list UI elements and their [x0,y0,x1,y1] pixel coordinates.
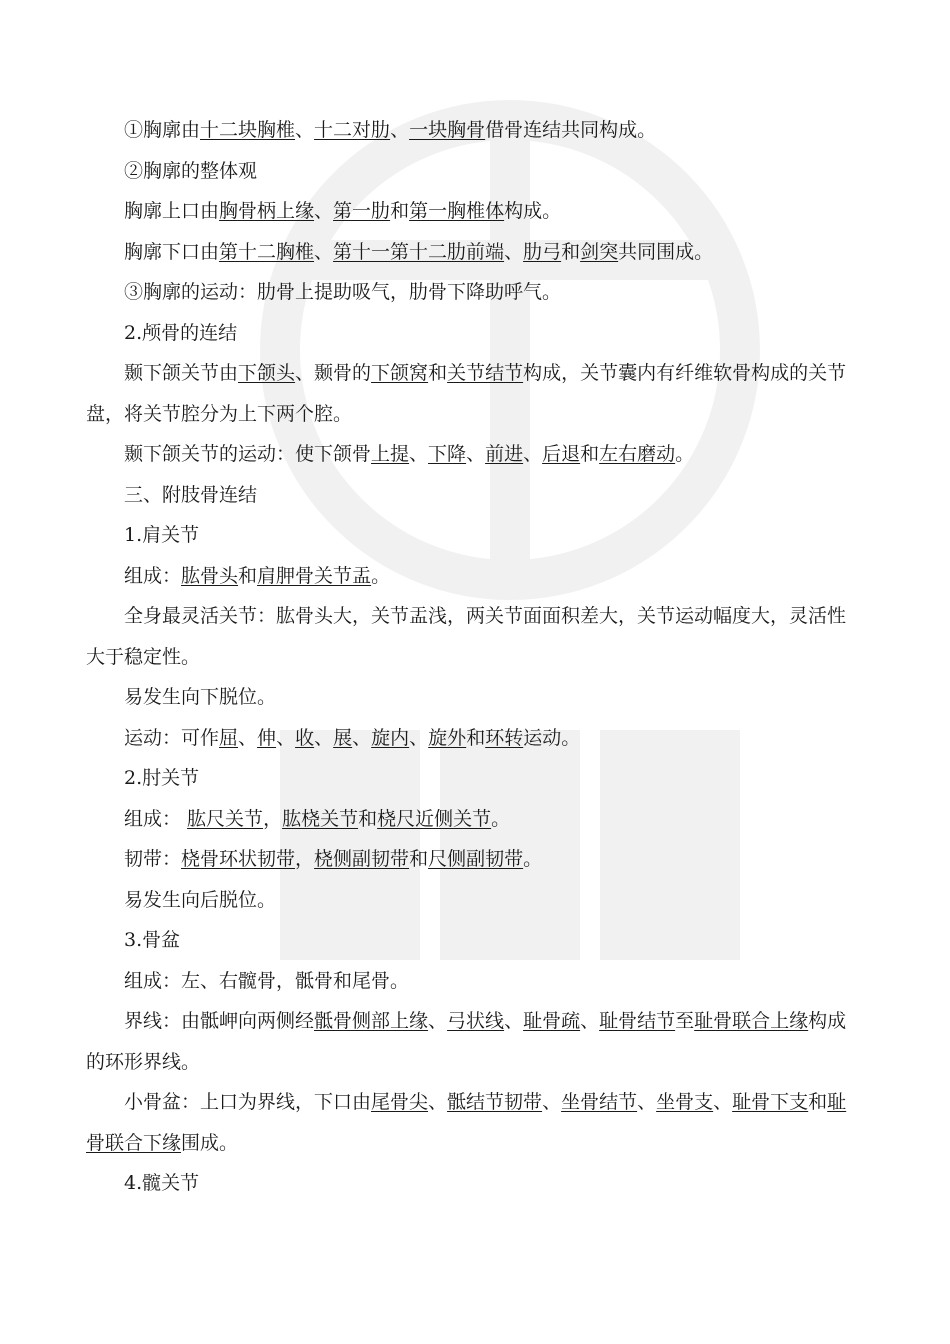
text-run: 围成。 [181,1131,239,1154]
paragraph [86,232,858,273]
underlined-term: 旋外 [428,726,467,749]
text-run: ， [263,807,283,830]
underlined-term: 十二块胸椎 [200,119,296,141]
text-run: 。 [523,848,543,870]
text-run: 、 [428,1091,448,1113]
text-run: 、 [504,1010,524,1032]
text-run: 小骨盆：上口为界线，下口由 [124,1091,372,1113]
paragraph [86,475,858,516]
underlined-term: 肱桡关节 [282,807,359,830]
text-run: 至 [675,1010,695,1032]
underlined-term: 旋内 [371,726,410,749]
text-run: 4.髋关节 [124,1172,200,1194]
underlined-term: 耻骨联合上缘 [694,1010,809,1032]
paragraph [86,596,858,677]
underlined-term: 屈 [219,726,239,749]
paragraph [86,434,858,475]
text-run: 运动。 [523,726,581,749]
paragraph [86,1001,858,1082]
underlined-term: 耻骨联合下缘 [86,1091,847,1154]
paragraph [86,718,858,759]
text-run: 和 [428,362,448,384]
paragraph [86,515,858,556]
text-run: 组成：左、右髋骨，骶骨和尾骨。 [124,969,410,992]
text-run: 和 [466,726,486,749]
paragraph [86,880,858,921]
paragraph [86,1163,858,1204]
text-run: 韧带： [124,848,182,870]
underlined-term: 伸 [257,726,277,749]
underlined-term: 十二对肋 [314,119,391,141]
text-run: 和 [358,807,378,830]
text-run: 三、附肢骨连结 [124,483,258,506]
text-run: 、颞骨的 [295,362,372,384]
text-run: 和 [409,848,429,870]
text-run: 3.骨盆 [124,929,181,951]
paragraph [86,1082,858,1163]
text-run: 借骨连结共同构成。 [485,119,657,141]
text-run: 、 [637,1091,657,1113]
text-run: 。 [491,807,511,830]
paragraph [86,353,858,434]
underlined-term: 展 [333,726,353,749]
text-run: 构成，关节囊内有纤维软骨构成的关节盘，将关节腔分为上下两个腔。 [86,362,847,425]
underlined-term: 左右磨动 [599,443,676,465]
text-run: 2.颅骨的连结 [124,321,238,344]
text-run: 全身最灵活关节：肱骨头大，关节盂浅，两关节面面积差大，关节运动幅度大，灵活性大于稳定性。 [86,605,847,668]
paragraph [86,799,858,840]
text-run: 、 [580,1010,600,1032]
text-run: 、 [314,200,334,222]
paragraph [86,313,858,354]
underlined-term: 第十一第十二肋前端 [333,240,505,263]
text-run: 和 [561,240,581,263]
text-run: 、 [713,1091,733,1113]
text-run: 、 [390,119,410,141]
text-run: 胸廓上口由 [124,200,220,222]
paragraph [86,151,858,192]
underlined-term: 骶骨侧部上缘 [314,1010,429,1032]
text-run: 易发生向后脱位。 [124,888,277,911]
underlined-term: 肱骨头 [181,564,239,587]
underlined-term: 耻骨结节 [599,1010,676,1032]
text-run: 、 [409,726,429,749]
underlined-term: 坐骨结节 [561,1091,638,1113]
underlined-term: 肩胛骨关节盂 [257,564,372,587]
text-run: ①胸廓由 [124,119,201,141]
paragraph [86,961,858,1002]
underlined-term: 上提 [371,443,410,465]
text-run: 、 [428,1010,448,1032]
text-run: 颞下颌关节的运动：使下颌骨 [124,443,372,465]
text-run: 、 [314,240,334,263]
underlined-term: 尾骨尖 [371,1091,429,1113]
underlined-term: 坐骨支 [656,1091,714,1113]
text-run: 。 [675,443,695,465]
paragraph [86,556,858,597]
text-run: 、 [352,726,372,749]
text-run: 、 [523,443,543,465]
underlined-term: 下颌头 [238,362,296,384]
document-page [86,110,858,1204]
text-run: 、 [504,240,524,263]
text-run: 构成。 [504,200,562,222]
underlined-term: 下颌窝 [371,362,429,384]
paragraph [86,191,858,232]
text-run: 组成： [124,807,188,830]
text-run: 、 [276,726,296,749]
text-run: 易发生向下脱位。 [124,686,277,708]
underlined-term: 耻骨下支 [732,1091,809,1113]
underlined-term: 桡骨环状韧带 [181,848,296,870]
text-run: 胸廓下口由 [124,240,220,263]
underlined-term: 第一胸椎体 [409,200,505,222]
underlined-term: 剑突 [580,240,619,263]
text-run: 和 [808,1091,828,1113]
text-run: 界线：由骶岬向两侧经 [124,1010,315,1032]
paragraph [86,920,858,961]
text-run: 、 [238,726,258,749]
underlined-term: 后退 [542,443,581,465]
underlined-term: 肋弓 [523,240,562,263]
paragraph [86,677,858,718]
text-run: 。 [371,564,391,587]
underlined-term: 胸骨柄上缘 [219,200,315,222]
text-run: 和 [238,564,258,587]
text-run: 、 [295,119,315,141]
text-run: ③胸廓的运动：肋骨上提助吸气，肋骨下降助呼气。 [124,281,562,303]
text-run: 、 [409,443,429,465]
paragraph [86,758,858,799]
underlined-term: 弓状线 [447,1010,505,1032]
text-run: 构成的环形界线。 [86,1010,847,1073]
underlined-term: 第一肋 [333,200,391,222]
underlined-term: 桡侧副韧带 [314,848,410,870]
text-run: 组成： [124,564,182,587]
text-run: 2.肘关节 [124,767,200,789]
underlined-term: 桡尺近侧关节 [377,807,492,830]
underlined-term: 骶结节韧带 [447,1091,543,1113]
text-run: 和 [390,200,410,222]
underlined-term: 前进 [485,443,524,465]
underlined-term: 耻骨疏 [523,1010,581,1032]
underlined-term: 肱尺关节 [187,807,264,830]
underlined-term: 尺侧副韧带 [428,848,524,870]
underlined-term: 收 [295,726,315,749]
text-run: 、 [542,1091,562,1113]
text-run: ②胸廓的整体观 [124,159,258,182]
underlined-term: 环转 [485,726,524,749]
text-run: 颞下颌关节由 [124,362,239,384]
text-run: 1.肩关节 [124,524,200,546]
underlined-term: 关节结节 [447,362,524,384]
text-run: 运动：可作 [124,726,220,749]
paragraph [86,839,858,880]
text-run: 、 [314,726,334,749]
text-run: 、 [466,443,486,465]
underlined-term: 下降 [428,443,467,465]
text-run: 和 [580,443,600,465]
text-run: ， [295,848,315,870]
paragraph [86,110,858,151]
text-run: 共同围成。 [618,240,714,263]
underlined-term: 第十二胸椎 [219,240,315,263]
paragraph [86,272,858,313]
underlined-term: 一块胸骨 [409,119,486,141]
